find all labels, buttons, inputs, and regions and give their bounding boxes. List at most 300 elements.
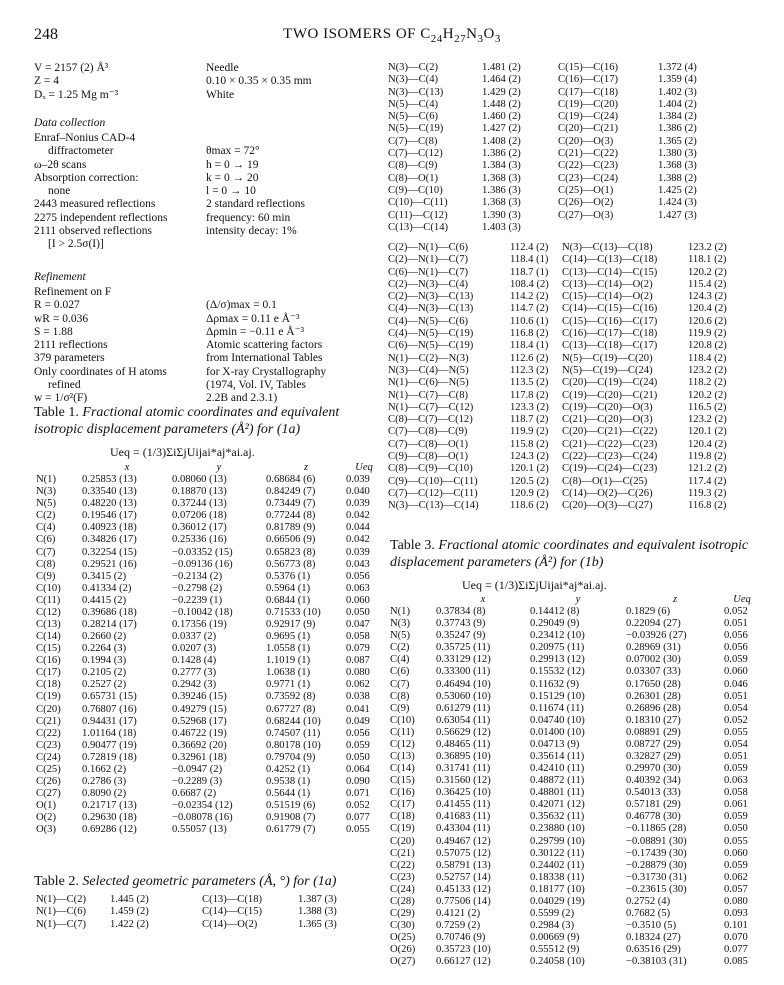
table-row xyxy=(388,439,738,451)
atom-label: C(2) xyxy=(36,510,56,522)
table-cell: 1.0638 (1) xyxy=(266,667,311,679)
table-cell: 1.464 (2) xyxy=(482,74,521,86)
atom-label: C(11) xyxy=(36,594,61,606)
table-cell: 0.07206 (18) xyxy=(172,510,227,522)
table-cell: 0.35632 (11) xyxy=(530,811,585,823)
table-cell: 0.80178 (10) xyxy=(266,739,321,751)
table-cell: 0.61279 (11) xyxy=(436,702,491,714)
table-cell: 0.042 xyxy=(346,534,370,546)
table-cell: 116.8 (2) xyxy=(510,328,549,340)
table-cell: 0.5599 (2) xyxy=(530,908,575,920)
atom-label: C(12) xyxy=(36,606,61,618)
table-row xyxy=(390,860,760,872)
table-cell: 0.9771 (1) xyxy=(266,679,311,691)
table-cell: 0.25853 (13) xyxy=(82,474,137,486)
table-cell: 0.84249 (7) xyxy=(266,486,316,498)
table1-label: Table 1. xyxy=(34,405,79,420)
table-cell: C(8)—O(1)—C(25) xyxy=(562,475,648,487)
table-cell: 0.7259 (2) xyxy=(436,920,481,932)
table-cell: 1.365 (2) xyxy=(658,135,697,147)
atom-label: C(22) xyxy=(36,727,61,739)
atom-label: C(26) xyxy=(36,776,61,788)
table-cell: 118.4 (1) xyxy=(510,254,549,266)
table-cell: 0.52968 (17) xyxy=(172,715,227,727)
table-row xyxy=(390,944,760,956)
column-header: x xyxy=(124,462,130,473)
crystal-data-line: V = 2157 (2) Å³ xyxy=(34,62,109,74)
table-cell: 0.040 xyxy=(346,486,370,498)
table-row xyxy=(388,222,718,234)
refinement-line: 379 parameters xyxy=(34,352,105,365)
table-row xyxy=(388,148,718,160)
atom-label: C(13) xyxy=(390,751,415,763)
table-cell: N(1)—C(7) xyxy=(36,918,87,930)
table-cell: 0.054 xyxy=(724,738,748,750)
table-cell: 0.1994 (3) xyxy=(82,655,127,667)
table-cell: 0.73592 (8) xyxy=(266,691,316,703)
table-cell: 0.18324 (27) xyxy=(626,932,681,944)
table-row xyxy=(36,752,382,764)
table-cell: 0.050 xyxy=(346,606,370,618)
refinement-line: (Δ/σ)max = 0.1 xyxy=(206,299,277,312)
table-cell: 0.29049 (9) xyxy=(530,618,580,630)
table-cell: −0.03926 (27) xyxy=(626,630,687,642)
table-cell: N(3)—C(13)—C(18) xyxy=(562,242,653,253)
table-cell: −0.08891 (30) xyxy=(626,835,687,847)
table-cell: 0.039 xyxy=(346,546,370,558)
atom-label: N(1) xyxy=(36,474,57,486)
table-cell: 1.386 (2) xyxy=(482,148,521,160)
table-cell: 0.56629 (12) xyxy=(436,726,491,738)
table-row xyxy=(388,316,738,328)
table-cell: 0.2777 (3) xyxy=(172,667,217,679)
table-cell: 0.049 xyxy=(346,715,370,727)
table-row xyxy=(390,630,760,642)
table-row xyxy=(390,811,760,823)
atom-label: C(16) xyxy=(390,787,415,799)
table-cell: C(9)—C(10) xyxy=(388,184,443,196)
table-cell: 0.058 xyxy=(346,631,370,643)
atom-label: O(27) xyxy=(390,956,416,968)
table-cell: C(17)—C(18) xyxy=(558,86,619,98)
atom-label: C(6) xyxy=(36,534,56,546)
table-cell: 120.8 (2) xyxy=(688,340,727,352)
table-cell: 1.390 (3) xyxy=(482,209,521,221)
table-cell: N(1)—C(6)—N(5) xyxy=(388,377,469,389)
table-cell: 112.3 (2) xyxy=(510,364,549,376)
table-cell: 0.041 xyxy=(346,703,370,715)
table-row xyxy=(388,488,738,500)
table-cell: 118.4 (2) xyxy=(688,352,727,364)
table-cell: 1.427 (2) xyxy=(482,123,521,135)
formula-part: 24 xyxy=(430,33,443,45)
data-collection-line: k = 0 → 20 xyxy=(206,171,259,184)
table-cell: 0.36895 (10) xyxy=(436,751,491,763)
table-cell: N(5)—C(19)—C(20) xyxy=(562,352,653,364)
table-cell: C(20)—C(21) xyxy=(558,123,619,135)
table-cell: 0.08060 (13) xyxy=(172,474,227,486)
table-cell: 0.15129 (10) xyxy=(530,690,585,702)
table-cell: 1.384 (3) xyxy=(482,160,521,172)
table-cell: C(25)—O(1) xyxy=(558,184,614,196)
table-cell: −0.10042 (18) xyxy=(172,606,233,618)
table-cell: 0.057 xyxy=(724,883,748,895)
table-cell: C(8)—C(9) xyxy=(388,160,438,172)
table-cell: C(20)—O(3)—C(27) xyxy=(562,500,653,512)
table-cell: 119.3 (2) xyxy=(688,487,727,499)
table-row xyxy=(388,62,718,74)
table-cell: C(9)—C(10)—C(11) xyxy=(388,475,478,487)
table3-caption xyxy=(390,537,760,571)
table-cell: 0.66506 (9) xyxy=(266,534,316,546)
table-cell: 0.48220 (13) xyxy=(82,498,137,510)
table-cell: 0.41334 (2) xyxy=(82,582,132,594)
page-number: 248 xyxy=(34,26,58,43)
table-cell: C(19)—C(20)—C(21) xyxy=(562,389,658,401)
table-cell: 0.18338 (11) xyxy=(530,871,585,883)
table-row xyxy=(388,414,738,426)
table-cell: 0.060 xyxy=(724,666,748,678)
data-collection-heading: Data collection xyxy=(34,117,106,129)
table-cell: 0.19546 (17) xyxy=(82,510,137,522)
table-cell: 0.58791 (13) xyxy=(436,859,491,871)
table-cell: 0.17356 (19) xyxy=(172,619,227,631)
table-row xyxy=(388,242,738,254)
atom-label: C(25) xyxy=(36,763,61,775)
table-cell: 0.08727 (29) xyxy=(626,738,681,750)
table2-caption xyxy=(34,873,364,890)
table-cell: 0.17650 (28) xyxy=(626,678,681,690)
table-row xyxy=(388,303,738,315)
table-cell: 123.2 (2) xyxy=(688,364,727,376)
table-cell: C(16)—C(17) xyxy=(558,74,619,86)
table2-angles-body xyxy=(388,242,738,513)
table-cell: −0.23615 (30) xyxy=(626,883,687,895)
table-row xyxy=(388,111,718,123)
table-row xyxy=(390,848,760,860)
table-cell: N(1)—C(2) xyxy=(36,894,87,905)
table-cell: 0.23880 (10) xyxy=(530,823,585,835)
table-cell: 0.044 xyxy=(346,522,370,534)
refinement-line: Atomic scattering factors xyxy=(206,339,323,352)
atom-label: C(9) xyxy=(390,702,410,714)
table-row xyxy=(390,896,760,908)
atom-label: C(10) xyxy=(36,582,61,594)
table-cell: 0.077 xyxy=(346,812,370,824)
table-row xyxy=(36,691,382,703)
table-cell: 0.48801 (11) xyxy=(530,787,585,799)
table-cell: 0.051 xyxy=(724,690,748,702)
table-cell: 0.052 xyxy=(346,800,370,812)
atom-label: C(2) xyxy=(390,642,410,654)
table-row xyxy=(388,451,738,463)
table-row xyxy=(388,353,738,365)
table-row xyxy=(390,799,760,811)
table-cell: 0.056 xyxy=(724,630,748,642)
table-cell: 0.36692 (20) xyxy=(172,739,227,751)
table-cell: 0.00669 (9) xyxy=(530,932,580,944)
table-cell: 112.6 (2) xyxy=(510,352,549,364)
refinement-line: (1974, Vol. IV, Tables xyxy=(206,379,306,392)
table-cell: 0.51519 (6) xyxy=(266,800,316,812)
table-cell: C(19)—C(24) xyxy=(558,111,619,123)
table-cell: 1.427 (3) xyxy=(658,209,697,221)
table-cell: 0.63516 (29) xyxy=(626,944,681,956)
table-cell: C(23)—C(24) xyxy=(558,172,619,184)
table-row xyxy=(388,340,738,352)
table-cell: 0.079 xyxy=(346,643,370,655)
table-cell: C(8)—C(9)—C(10) xyxy=(388,463,473,475)
table-cell: 0.1829 (6) xyxy=(626,606,671,618)
table-cell: 0.21717 (13) xyxy=(82,800,137,812)
running-head xyxy=(0,26,784,45)
table-cell: C(7)—C(8)—O(1) xyxy=(388,438,469,450)
table-cell: 0.37834 (8) xyxy=(436,606,486,618)
atom-label: C(18) xyxy=(390,811,415,823)
table-cell: C(13)—C(14) xyxy=(388,221,449,233)
table-cell: 1.429 (2) xyxy=(482,86,521,98)
table2-caption-text: Selected geometric parameters (Å, °) for (1a) xyxy=(82,874,337,889)
table-row xyxy=(390,703,760,715)
data-collection-line: h = 0 → 19 xyxy=(206,158,259,171)
table2-left xyxy=(36,894,358,931)
table-cell: 118.6 (2) xyxy=(510,500,549,512)
table-cell: −0.38103 (31) xyxy=(626,956,687,968)
table-cell: 0.058 xyxy=(724,787,748,799)
refinement-line: Δρmin = −0.11 e Å⁻³ xyxy=(206,325,305,338)
table2-bonds xyxy=(388,62,718,234)
formula-tail xyxy=(430,26,501,45)
table-row xyxy=(390,775,760,787)
table-cell: 116.5 (2) xyxy=(688,401,727,413)
atom-label: N(5) xyxy=(390,630,411,642)
table-cell: 0.5376 (1) xyxy=(266,570,311,582)
table-cell: C(13)—C(14)—C(15) xyxy=(562,266,658,278)
refinement-line: R = 0.027 xyxy=(34,299,80,312)
table-cell: 0.55512 (9) xyxy=(530,944,580,956)
table-cell: 1.424 (3) xyxy=(658,197,697,209)
table-cell: C(15)—C(16) xyxy=(558,62,619,73)
table-row xyxy=(388,390,738,402)
table-cell: 0.2527 (2) xyxy=(82,679,127,691)
table-cell: C(21)—C(22)—C(23) xyxy=(562,438,658,450)
table-cell: 0.77244 (8) xyxy=(266,510,316,522)
data-collection-line: intensity decay: 1% xyxy=(206,225,297,238)
data-collection-line: Enraf–Nonius CAD-4 xyxy=(34,132,136,144)
table-cell: 1.408 (2) xyxy=(482,135,521,147)
table-cell: 0.29913 (12) xyxy=(530,654,585,666)
table-cell: C(19)—C(24)—C(23) xyxy=(562,463,658,475)
table-cell: 0.37743 (9) xyxy=(436,618,486,630)
table-cell: −0.3510 (5) xyxy=(626,920,677,932)
table-cell: C(14)—C(15) xyxy=(202,906,263,918)
table-cell: 0.31560 (12) xyxy=(436,775,491,787)
table-row xyxy=(388,197,718,209)
table-cell: N(1)—C(6) xyxy=(36,906,87,918)
table-cell: 0.090 xyxy=(346,776,370,788)
table-cell: −0.2289 (3) xyxy=(172,776,223,788)
table-row xyxy=(388,74,718,86)
table-cell: 0.32254 (15) xyxy=(82,546,137,558)
table-cell: 0.68684 (6) xyxy=(266,474,316,486)
table-cell: 120.2 (2) xyxy=(688,389,727,401)
table-cell: 0.57181 (29) xyxy=(626,799,681,811)
table-cell: 0.30122 (11) xyxy=(530,847,585,859)
table-cell: C(14)—C(13)—C(18) xyxy=(562,254,658,266)
table-row xyxy=(36,740,382,752)
table-cell: C(21)—C(20)—O(3) xyxy=(562,414,653,426)
table-cell: 0.94431 (17) xyxy=(82,715,137,727)
table-cell: 0.6687 (2) xyxy=(172,788,217,800)
table-row xyxy=(36,522,382,534)
column-header xyxy=(390,594,436,606)
atom-label: C(21) xyxy=(36,715,61,727)
table-cell: 0.24402 (11) xyxy=(530,859,585,871)
table-cell: 119.9 (2) xyxy=(510,426,549,438)
table-cell: 0.72819 (18) xyxy=(82,751,137,763)
table-cell: C(7)—C(8) xyxy=(388,135,438,147)
table-cell: 0.1662 (2) xyxy=(82,763,127,775)
table-cell: 0.42410 (11) xyxy=(530,763,585,775)
table-cell: C(21)—C(22) xyxy=(558,148,619,160)
table-cell: −0.0947 (2) xyxy=(172,763,223,775)
atom-label: C(20) xyxy=(36,703,61,715)
table-cell: 1.459 (2) xyxy=(110,906,149,918)
table-cell: 115.8 (2) xyxy=(510,438,549,450)
table-cell: 0.042 xyxy=(346,510,370,522)
table-cell: 123.3 (2) xyxy=(510,401,549,413)
crystal-data-line: Needle xyxy=(206,62,239,74)
table-row xyxy=(388,402,738,414)
formula-part: 27 xyxy=(454,33,467,45)
table-row xyxy=(388,500,738,512)
table-cell: 0.059 xyxy=(724,859,748,871)
table-cell: 0.056 xyxy=(346,727,370,739)
table-cell: 0.40923 (18) xyxy=(82,522,137,534)
column-header: z xyxy=(672,594,678,605)
table-cell: 0.07002 (30) xyxy=(626,654,681,666)
table-cell: 0.65731 (15) xyxy=(82,691,137,703)
data-collection-line: frequency: 60 min xyxy=(206,211,291,224)
table-cell: 1.404 (2) xyxy=(658,98,697,110)
table-cell: C(6)—N(5)—C(19) xyxy=(388,340,474,352)
table-cell: C(16)—C(17)—C(18) xyxy=(562,328,658,340)
table-cell: 124.3 (2) xyxy=(688,291,727,303)
table-cell: 0.69286 (12) xyxy=(82,824,137,836)
table-cell: C(20)—C(21)—C(22) xyxy=(562,426,658,438)
table-cell: 112.4 (2) xyxy=(510,242,549,253)
table-row xyxy=(388,476,738,488)
table-row xyxy=(36,619,382,631)
data-collection-line: 2 standard reflections xyxy=(206,198,305,211)
data-collection-line: 2111 observed reflections xyxy=(34,225,152,238)
table-row xyxy=(390,751,760,763)
table-row xyxy=(36,583,382,595)
table1-ueq-formula: Ueq = (1/3)ΣiΣjUijai*aj*ai.aj. xyxy=(110,445,255,459)
table-cell: 0.063 xyxy=(346,582,370,594)
table-cell: 1.359 (4) xyxy=(658,74,697,86)
table-cell: 0.36425 (10) xyxy=(436,787,491,799)
table-cell: 0.3415 (2) xyxy=(82,570,127,582)
table-cell: 0.0337 (2) xyxy=(172,631,217,643)
table-cell: 0.32961 (18) xyxy=(172,751,227,763)
table-cell: 0.66127 (12) xyxy=(436,956,491,968)
table-cell: 0.35725 (11) xyxy=(436,642,491,654)
atom-label: C(24) xyxy=(36,751,61,763)
table-cell: 0.2942 (3) xyxy=(172,679,217,691)
table-cell: 0.052 xyxy=(724,714,748,726)
refinement-line: Only coordinates of H atoms xyxy=(34,365,167,378)
table-cell xyxy=(658,222,718,234)
atom-label: O(3) xyxy=(36,824,57,836)
table-cell: 0.080 xyxy=(346,667,370,679)
table-row xyxy=(390,932,760,944)
table-row xyxy=(390,715,760,727)
table-cell: 0.04740 (10) xyxy=(530,714,585,726)
table-cell: 0.24058 (10) xyxy=(530,956,585,968)
table-cell: 0.34826 (17) xyxy=(82,534,137,546)
data-collection-line xyxy=(206,132,305,145)
table-cell: 0.35723 (10) xyxy=(436,944,491,956)
table-cell: 0.74507 (11) xyxy=(266,727,321,739)
table-cell: C(14)—O(2)—C(26) xyxy=(562,487,653,499)
table-cell: 0.11632 (9) xyxy=(530,678,580,690)
table-cell: 0.2105 (2) xyxy=(82,667,127,679)
table-row xyxy=(36,607,382,619)
atom-label: C(22) xyxy=(390,859,415,871)
refinement-line: wR = 0.036 xyxy=(34,312,89,325)
column-header xyxy=(36,462,82,474)
table-cell: 0.35614 (11) xyxy=(530,751,585,763)
table-cell: C(8)—O(1) xyxy=(388,172,439,184)
atom-label: C(23) xyxy=(36,739,61,751)
table-cell: 0.9695 (1) xyxy=(266,631,311,643)
table-row xyxy=(390,763,760,775)
table-cell: 0.41455 (11) xyxy=(436,799,491,811)
table2-label: Table 2. xyxy=(34,874,79,889)
table-cell: 0.085 xyxy=(724,956,748,968)
table-cell: 1.368 (3) xyxy=(482,172,521,184)
table-row xyxy=(390,920,760,932)
atom-label: C(11) xyxy=(390,726,415,738)
atom-label: C(17) xyxy=(390,799,415,811)
table-cell: 1.425 (2) xyxy=(658,184,697,196)
table-row xyxy=(390,908,760,920)
data-collection-line: diffractometer xyxy=(48,145,114,158)
table-cell: C(7)—C(8)—C(9) xyxy=(388,426,468,438)
table-cell: 123.2 (2) xyxy=(688,414,727,426)
table-cell: 0.79704 (9) xyxy=(266,751,316,763)
table-cell: 0.4121 (2) xyxy=(436,908,481,920)
table-row xyxy=(388,365,738,377)
crystal-data-line: 0.10 × 0.35 × 0.35 mm xyxy=(206,75,312,88)
table-row xyxy=(36,474,382,486)
table-cell: 0.43304 (11) xyxy=(436,823,491,835)
table-cell: 120.6 (2) xyxy=(688,315,727,327)
table-cell: 0.61779 (7) xyxy=(266,824,316,836)
table-cell: 0.18310 (27) xyxy=(626,714,681,726)
formula-part: 3 xyxy=(477,33,484,45)
table-cell xyxy=(558,222,658,234)
atom-label: C(15) xyxy=(36,643,61,655)
table-cell: 0.70746 (9) xyxy=(436,932,486,944)
data-collection-line: l = 0 → 10 xyxy=(206,185,256,198)
atom-label: C(13) xyxy=(36,619,61,631)
table-cell: 120.2 (2) xyxy=(688,266,727,278)
data-collection-line: 2443 measured reflections xyxy=(34,198,156,211)
table-cell: 0.11674 (11) xyxy=(530,702,584,714)
table-cell: 0.2660 (2) xyxy=(82,631,127,643)
